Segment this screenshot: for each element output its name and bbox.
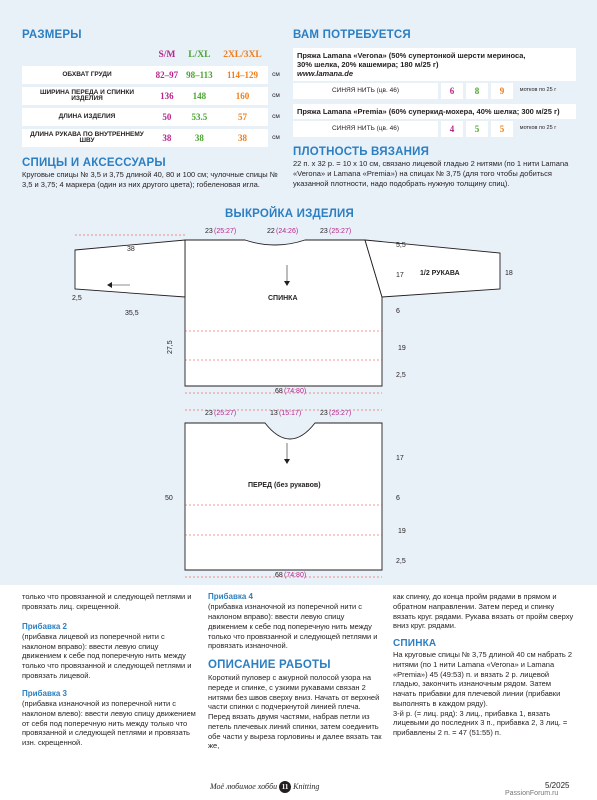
cell-lxl: 38 (182, 129, 217, 147)
dim-shoulder-r-alt: (25:27) (329, 228, 352, 235)
yarn1-unit: мотков по 25 г (519, 87, 557, 94)
cell-lxl: 148 (182, 87, 217, 105)
col1-p2-title: Прибавка 2 (22, 621, 67, 631)
cell-2xl: 57 (217, 108, 268, 126)
gauge-title: ПЛОТНОСТЬ ВЯЗАНИЯ (293, 146, 430, 158)
unit: см (272, 134, 280, 142)
materials-title: ВАМ ПОТРЕБУЕТСЯ (293, 29, 411, 41)
yarn2-2xl: 5 (491, 121, 513, 137)
yarn1-sm: 6 (441, 83, 463, 99)
col1-p3-text: (прибавка изнаночной из поперечной нити с наклоном влево): ввести левую спицу движением от себя под поперечную нить между только что провязанной и следующей петлями и провязать изн. скрещенной. (22, 699, 196, 748)
materials-section (293, 28, 576, 137)
cell-sm: 50 (152, 108, 182, 126)
table-row (22, 129, 284, 147)
dim-raglan: 17 (396, 272, 404, 279)
magazine-name: Моё любимое хобби (210, 782, 278, 791)
unit: см (272, 71, 280, 79)
gauge-section (293, 145, 576, 189)
cell-sm: 82–97 (152, 66, 182, 84)
size-header-lxl: L/XL (188, 50, 211, 61)
cell-sm: 38 (152, 129, 182, 147)
dim-shoulder: 23 (205, 228, 213, 235)
dim-h19: 19 (398, 345, 406, 352)
sleeve-label: 1/2 РУКАВА (420, 270, 460, 277)
footer-issue: 5/2025 (545, 781, 570, 790)
footer-magazine (210, 781, 319, 793)
dim-front-h19: 19 (398, 528, 406, 535)
yarn1-row (293, 83, 576, 99)
yarn-url: www.lamana.de (297, 69, 353, 79)
row-label: ОБХВАТ ГРУДИ (22, 66, 152, 84)
col1-intro: только что провязанной и следующей петлями и провязать лиц. скрещенной. (22, 592, 192, 611)
cell-lxl: 98–113 (182, 66, 217, 84)
col2-desc-title: ОПИСАНИЕ РАБОТЫ (208, 659, 331, 672)
col2-p4-text: (прибавка изнаночной из поперечной нити с наклоном вправо): ввести левую спицу движением к себе под поперечную нить между только что провязанной и следующей петлями и провязать изнаночной. (208, 602, 378, 651)
col1-p2-text: (прибавка лицевой из поперечной нити с наклоном вправо): ввести левую спицу движением к себе под поперечную нить между только что провязанной и следующей петлями и провязать лицевой. (22, 631, 192, 680)
yarn1-desc (293, 48, 576, 81)
sizes-section (22, 28, 284, 150)
yarn1-line1: Пряжа Lamana «Verona» (50% супертонкой шерсти мериноса, (297, 51, 526, 61)
dim-front-neck: 13 (270, 410, 278, 417)
table-row (22, 108, 284, 126)
row-label: ШИРИНА ПЕРЕДА И СПИНКИ ИЗДЕЛИЯ (22, 87, 152, 105)
yarn2-line1: Пряжа Lamana «Premia» (60% суперкид-мохера, 40% шелка; 300 м/25 г) (297, 107, 560, 117)
dim-sleeve-w: 35,5 (125, 310, 139, 317)
col2-desc-text: Короткий пуловер с ажурной полосой узора на переде и спинке, с узкими рукавами связан 2 нитями без швов сверху вниз. Начать от верхней части спинки с подчеркнутой линией плеча. Перед вязать двумя частями, набрав петли из петель плечевых линий спинки, затем соединить обе части у выреза горловины и далее вязать так же, (208, 673, 382, 751)
dim-front-neck-alt: (15:17) (279, 410, 302, 417)
col3-back-text: На круговые спицы № 3,75 длиной 40 см набрать 2 нитями (по 1 нити Lamana «Verona» и Lamana «Premia») 45 (49:53) п. и вязать 2 р. лицевой гладью, закончить изнаночным рядом. Затем начать прибавки для плечевой линии (прибавки выполнять в каждом ряду). (393, 650, 573, 708)
size-header-2xl: 2XL/3XL (223, 50, 262, 61)
text-column-1 (22, 592, 197, 748)
unit: см (272, 113, 280, 121)
pattern-title: ВЫКРОЙКА ИЗДЕЛИЯ (225, 208, 354, 220)
front-label: ПЕРЕД (без рукавов) (248, 482, 321, 489)
yarn2-sm: 4 (441, 121, 463, 137)
dim-shoulder-alt: (25:27) (214, 228, 237, 235)
size-header-sm: S/M (158, 50, 176, 61)
needles-title: СПИЦЫ И АКСЕССУАРЫ (22, 157, 166, 169)
sizes-table (22, 46, 284, 150)
dim-neck: 22 (267, 228, 275, 235)
sizes-title: РАЗМЕРЫ (22, 29, 82, 41)
dim-h25: 2,5 (396, 372, 406, 379)
yarn2-row (293, 121, 576, 137)
dim-side: 50 (165, 495, 173, 502)
yarn2-desc (293, 104, 576, 119)
dim-front-shoulder-alt: (25:27) (214, 410, 237, 417)
cell-sm: 136 (152, 87, 182, 105)
cell-lxl: 53.5 (182, 108, 217, 126)
dim-sleeve-len: 38 (127, 246, 135, 253)
dim-front-h25: 2,5 (396, 558, 406, 565)
pattern-diagram (0, 215, 597, 585)
dim-front-raglan: 17 (396, 455, 404, 462)
table-row (22, 87, 284, 105)
table-row (22, 66, 284, 84)
dim-front-v6: 6 (396, 495, 400, 502)
yarn1-lxl: 8 (466, 83, 488, 99)
front-piece (185, 423, 382, 570)
page-number: 11 (279, 781, 291, 793)
yarn1-line2: 30% шелка, 20% кашемира; 180 м/25 г) (297, 60, 439, 70)
yarn2-color: СИНЯЯ НИТЬ (цв. 46) (293, 121, 438, 137)
needles-text: Круговые спицы № 3,5 и 3,75 длиной 40, 80 и 100 см; чулочные спицы № 3,5 и 3,75; 4 маркера (один из них другого цвета); гобеленовая игла. (22, 170, 278, 190)
col3-back-title: СПИНКА (393, 638, 437, 649)
unit: см (272, 92, 280, 100)
dim-width-front: 68 (275, 572, 283, 579)
col3-intro: как спинку, до конца пройм рядами в прямом и обратном направлении. Затем перед и спинку вязать круг. рядами. Рукава вязать от пройм сверху вниз круг. рядами. (393, 592, 574, 631)
cell-2xl: 38 (217, 129, 268, 147)
gauge-text: 22 п. x 32 р. = 10 x 10 см, связано лицевой гладью 2 нитями (по 1 нити Lamana «Verona» и Lamana «Premia») на спицах № 3,75 (для того чтобы добиться указанной плотности, надо подобрать нужную толщину спиц). (293, 159, 569, 188)
dim-width: 68 (275, 388, 283, 395)
text-column-2 (208, 592, 383, 751)
yarn1-2xl: 9 (491, 83, 513, 99)
dim-neck-alt: (24:26) (276, 228, 299, 235)
cell-2xl: 114–129 (217, 66, 268, 84)
dim-v6: 6 (396, 308, 400, 315)
row-label: ДЛИНА ИЗДЕЛИЯ (22, 108, 152, 126)
footer-watermark: PassionForum.ru (505, 790, 559, 797)
dim-v5: 5,5 (396, 242, 406, 249)
dim-cuff: 2,5 (72, 295, 82, 302)
dim-front-shoulder-r: 23 (320, 410, 328, 417)
cell-2xl: 160 (217, 87, 268, 105)
col2-p4-title: Прибавка 4 (208, 592, 253, 601)
dim-front-shoulder-r-alt: (25:27) (329, 410, 352, 417)
back-label: СПИНКА (268, 295, 298, 302)
dim-sl-h: 18 (505, 270, 513, 277)
text-column-3 (393, 592, 575, 738)
dim-width-alt: (74:80) (284, 388, 307, 395)
needles-section (22, 156, 284, 190)
yarn2-unit: мотков по 25 г (519, 125, 557, 132)
dim-front-shoulder: 23 (205, 410, 213, 417)
dim-body-h: 27,5 (167, 340, 174, 354)
dim-shoulder-r: 23 (320, 228, 328, 235)
knitting-label: Knitting (293, 782, 320, 791)
col1-p3-title: Прибавка 3 (22, 688, 67, 698)
row-label: ДЛИНА РУКАВА ПО ВНУТРЕННЕМУ ШВУ (22, 129, 152, 147)
dim-width-front-alt: (74:80) (284, 572, 307, 579)
col3-row3: 3-й р. (= лиц. ряд): 3 лиц., прибавка 1, вязать лицевыми до последних 3 п., прибавка 2, 3 лиц. = прибавлены 2 п. = 47 (51:55) п. (393, 708, 568, 737)
yarn1-color: СИНЯЯ НИТЬ (цв. 46) (293, 83, 438, 99)
right-sleeve (365, 240, 500, 297)
yarn2-lxl: 5 (466, 121, 488, 137)
back-piece (185, 240, 382, 386)
